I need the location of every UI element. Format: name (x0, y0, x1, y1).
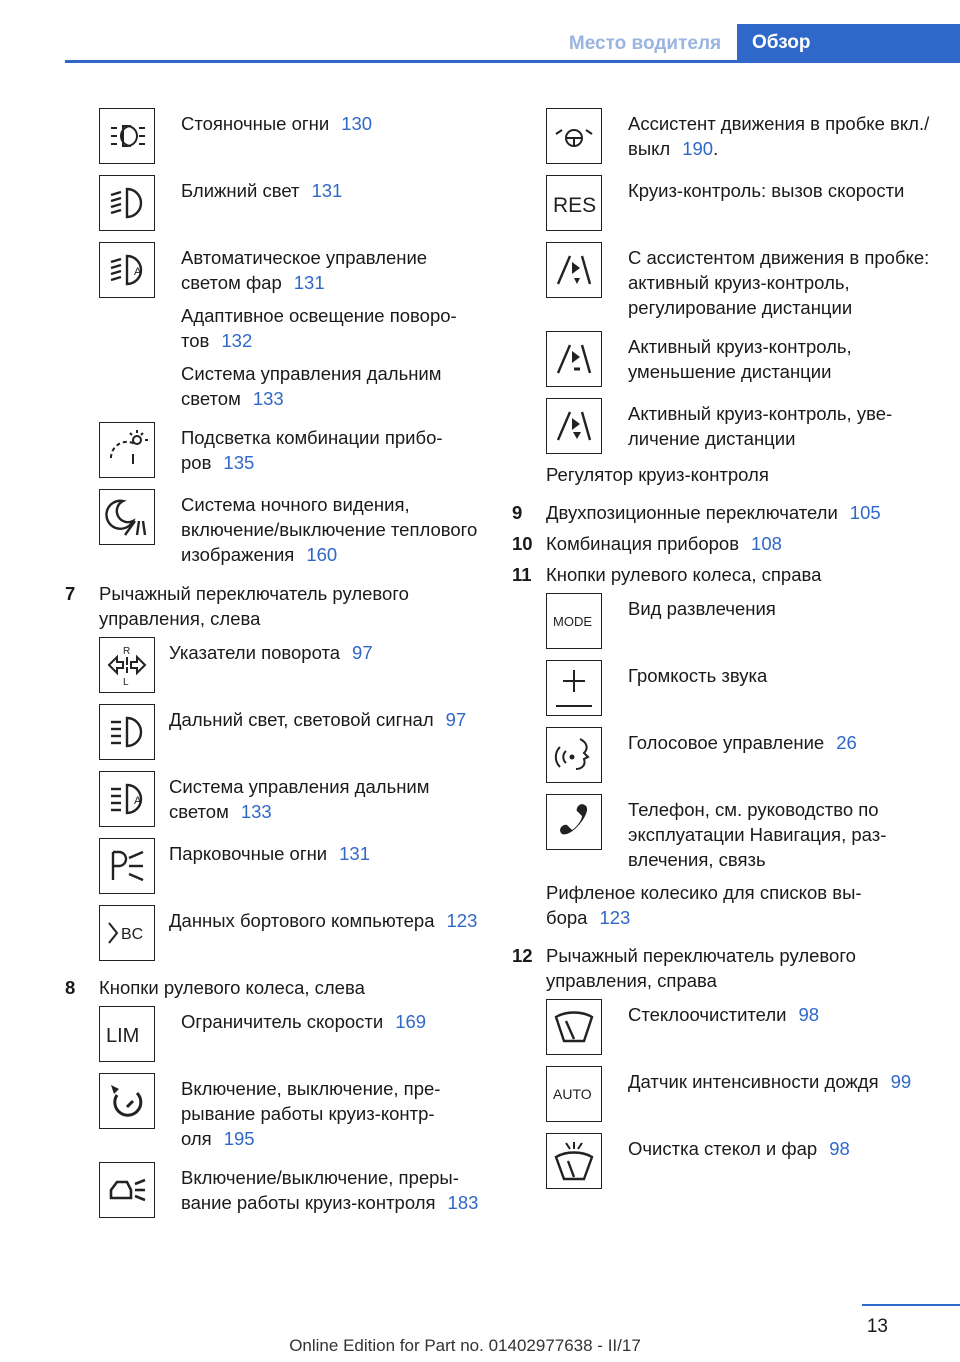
auto-rain-icon (546, 1066, 602, 1122)
list-item: Система ночного видения, включение/выключение теплового изображения 160 (99, 489, 480, 567)
page-ref[interactable]: 123 (599, 907, 631, 928)
page-ref[interactable]: 105 (849, 502, 881, 523)
voice-control-icon (546, 727, 602, 783)
icon-letter-a: A (134, 266, 142, 278)
icon-letter-r: R (123, 646, 131, 657)
phone-icon (546, 794, 602, 850)
cruise-control-icon (99, 1073, 155, 1129)
section-10: 10 Комбинация приборов 108 (512, 533, 782, 554)
footer-rule (862, 1304, 960, 1306)
list-item: Активный круиз-контроль, увеличение дистанции (546, 398, 932, 454)
page-ref[interactable]: 190 (682, 138, 714, 159)
cruise-regulator-label: Регулятор круиз-контроля (546, 464, 769, 485)
right-column (512, 108, 932, 1200)
list-item: Парковочные огни 131 (99, 838, 480, 894)
page-ref[interactable]: 160 (306, 544, 338, 565)
page-ref[interactable]: 135 (223, 452, 255, 473)
page-ref[interactable]: 99 (890, 1071, 912, 1092)
page-ref[interactable]: 131 (311, 180, 343, 201)
icon-text-bc: BC (121, 926, 144, 943)
list-item: Включение/выключение, прерывание работы круиз-контроля 183 (99, 1162, 480, 1218)
res-icon (546, 175, 602, 231)
list-item: LIM Ограничитель скорости 169 (99, 1006, 480, 1062)
page-ref[interactable]: 131 (293, 272, 325, 293)
list-item: Громкость звука (546, 660, 932, 716)
header-rule (65, 60, 960, 63)
page-ref[interactable]: 133 (252, 388, 284, 409)
icon-letter-l: L (123, 677, 129, 687)
list-item: С ассистентом движения в пробке: активный круиз-контроль, регулирование дистанции (546, 242, 932, 320)
traffic-jam-assist-icon (546, 108, 602, 164)
list-item: Подсветка комбинации приборов 135 (99, 422, 480, 478)
section-12: 12 Рычажный переключатель рулевого управления, справа (512, 945, 856, 991)
page-number: 13 (866, 1316, 888, 1337)
active-cruise-icon (99, 1162, 155, 1218)
thumbwheel-text: Рифленое колесико для списков выбора 123 (546, 882, 862, 928)
section-9: 9 Двухпозиционные переключатели 105 (512, 502, 881, 523)
page-ref[interactable]: 97 (445, 709, 467, 730)
bc-icon (99, 905, 155, 961)
list-item: Стеклоочистители 98 (546, 999, 932, 1055)
section-11: 11 Кнопки рулевого колеса, справа (512, 564, 822, 585)
auto-headlight-icon (99, 242, 155, 298)
parking-lamp-icon (99, 838, 155, 894)
list-item: RES Круиз-контроль: вызов скорости (546, 175, 932, 231)
lim-icon (99, 1006, 155, 1062)
distance-increase-icon (546, 398, 602, 454)
night-vision-icon (99, 489, 155, 545)
page-ref[interactable]: 169 (395, 1011, 427, 1032)
page-ref[interactable]: 26 (836, 732, 857, 753)
section-7: 7 Рычажный переключатель рулевого управления, слева (65, 583, 409, 629)
page-ref[interactable]: 195 (223, 1128, 255, 1149)
list-item: Ассистент движения в пробке вкл./выкл 190. (546, 108, 932, 164)
page-ref[interactable]: 183 (447, 1192, 479, 1213)
list-item: AUTO Датчик интенсивности дождя 99 (546, 1066, 932, 1122)
page-ref[interactable]: 98 (798, 1004, 820, 1025)
page-ref[interactable]: 98 (829, 1138, 850, 1159)
list-item: R L Указатели поворота 97 (99, 637, 480, 693)
list-item: Ближний свет 131 (99, 175, 480, 231)
page-ref[interactable]: 97 (352, 642, 373, 663)
mode-icon (546, 593, 602, 649)
edition-footer: Online Edition for Part no. 01402977638 - II/17 (289, 1336, 641, 1355)
page-ref[interactable]: 108 (751, 533, 782, 554)
tab-overview[interactable]: Обзор (737, 24, 960, 63)
icon-text-mode: MODE (553, 614, 592, 629)
low-beam-icon (99, 175, 155, 231)
icon-text-lim: LIM (106, 1025, 140, 1047)
washer-icon (546, 1133, 602, 1189)
instrument-lighting-icon (99, 422, 155, 478)
list-item: Включение, выключение, прерывание работы круиз-контроля 195 (99, 1073, 480, 1151)
list-item: Голосовое управление 26 (546, 727, 932, 783)
icon-letter-a: A (134, 795, 142, 807)
list-item: Очистка стекол и фар 98 (546, 1133, 932, 1189)
list-item: A Система управления дальним светом 133 (99, 771, 480, 827)
parking-lights-icon (99, 108, 155, 164)
page-ref[interactable]: 131 (339, 843, 371, 864)
turn-signal-icon (99, 637, 155, 693)
list-item: Дальний свет, световой сигнал 97 (99, 704, 480, 760)
page-ref[interactable]: 132 (221, 330, 253, 351)
distance-decrease-icon (546, 331, 602, 387)
list-item: Стояночные огни 130 (99, 108, 480, 164)
high-beam-assist-icon (99, 771, 155, 827)
left-column (65, 108, 480, 1229)
page-ref[interactable]: 133 (240, 801, 272, 822)
page-ref[interactable]: 130 (341, 113, 373, 134)
icon-text-res: RES (553, 194, 596, 217)
list-item: BC Данных бортового компьютера 123 (99, 905, 480, 961)
list-item: Телефон, см. руководство по эксплуатации Навигация, развлечения, связь (546, 794, 932, 872)
list-item: A Автоматическое управление светом фар 131 Адаптивное освещение поворотов 132 Система управления дальним светом 133 (99, 242, 480, 411)
icon-text-auto: AUTO (553, 1086, 592, 1102)
list-item: MODE Вид развлечения (546, 593, 932, 649)
distance-icon (546, 242, 602, 298)
page-ref[interactable]: 123 (446, 910, 478, 931)
high-beam-icon (99, 704, 155, 760)
volume-plus-icon (546, 660, 602, 716)
tab-driver-seat[interactable]: Место водителя (568, 33, 722, 54)
wiper-icon (546, 999, 602, 1055)
list-item: Активный круиз-контроль, уменьшение дистанции (546, 331, 932, 387)
section-8: 8 Кнопки рулевого колеса, слева (65, 977, 365, 998)
